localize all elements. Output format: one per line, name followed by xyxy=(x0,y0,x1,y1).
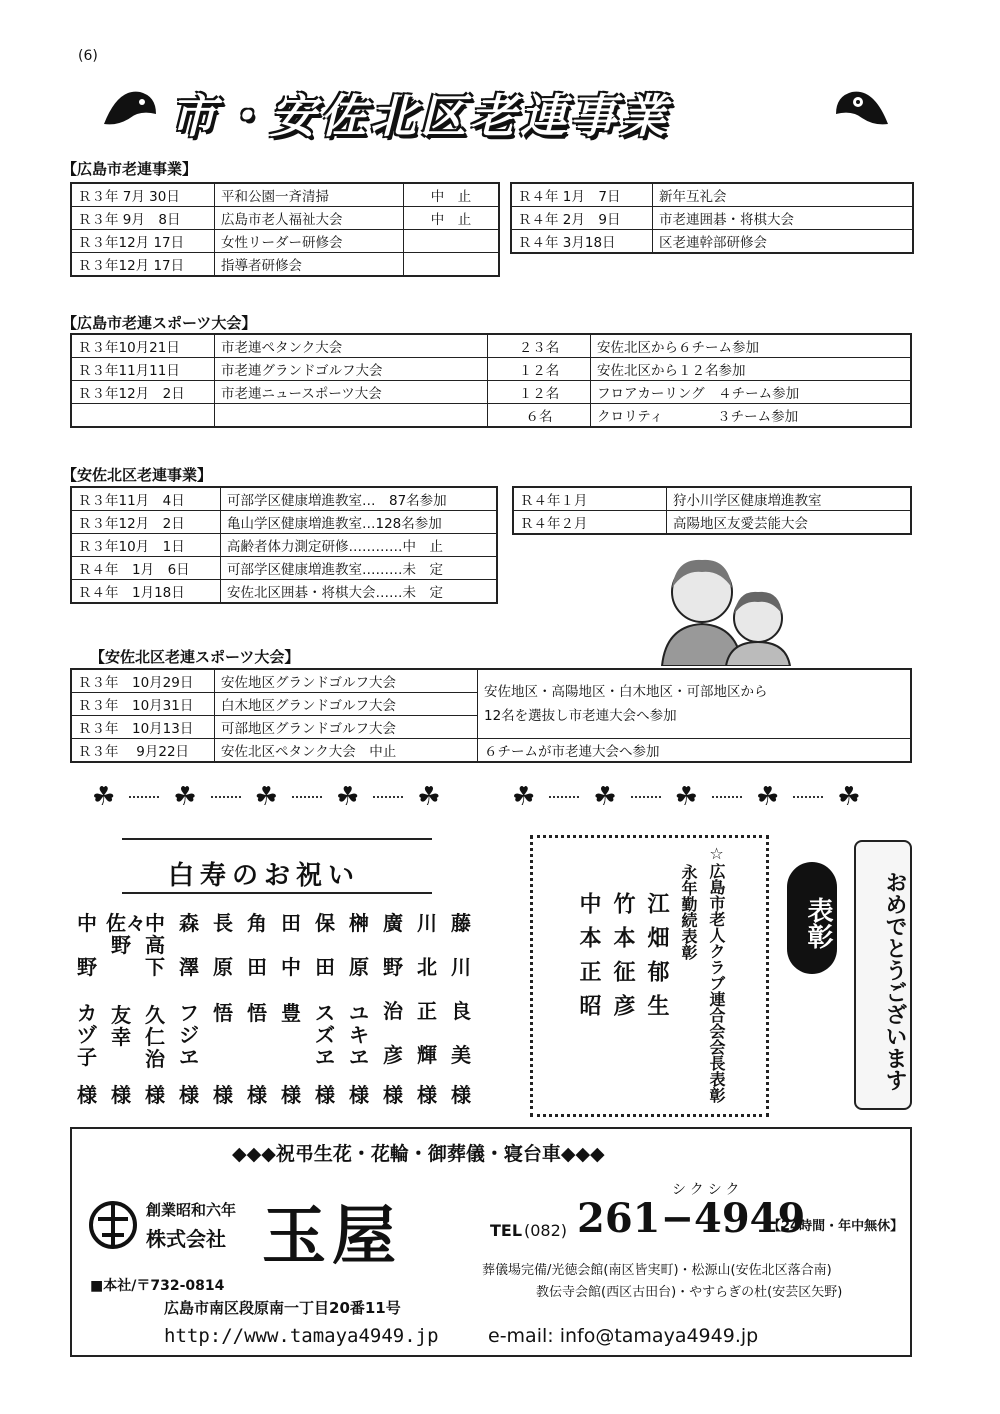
ad-company-name: 玉屋 xyxy=(262,1199,402,1274)
clover-icon: ☘ xyxy=(593,782,617,812)
hakuju-name-column xyxy=(344,912,374,1112)
hakuju-name-part: 原 xyxy=(349,955,369,979)
hakuju-name-part: カヅ子 xyxy=(77,1001,97,1069)
award-box xyxy=(530,835,769,1117)
section-heading-city-sports: 【広島市老連スポーツ大会】 xyxy=(62,314,257,332)
ward-events-table-right xyxy=(512,486,912,535)
section-heading-city-events: 【広島市老連事業】 xyxy=(62,160,198,178)
section-heading-ward-sports: 【安佐北区老連スポーツ大会】 xyxy=(90,648,300,666)
table-row: Ｒ３年12月 2日 亀山学区健康増進教室…128名参加 xyxy=(71,511,497,534)
table-row: Ｒ３年 10月29日 安佐地区グランドゴルフ大会 安佐地区・高陽地区・白木地区・可部地区から 12名を選抜し市老連大会へ参加 xyxy=(71,669,911,693)
hakuju-name-column xyxy=(446,912,476,1112)
table-row: Ｒ４年 1月18日 安佐北区囲碁・将棋大会……未 定 xyxy=(71,580,497,604)
table-row: Ｒ３年 10月13日 可部地区グランドゴルフ大会 xyxy=(71,716,911,739)
hakuju-name-column xyxy=(106,911,146,1112)
hakuju-name-column xyxy=(378,912,408,1112)
ward-sports-table xyxy=(70,668,912,763)
hakuju-name-part: 美 xyxy=(451,1043,471,1067)
table-row: Ｒ３年12月 17日 女性リーダー研修会 xyxy=(71,230,499,253)
divider xyxy=(122,838,432,840)
table-row: Ｒ３年10月 1日 高齢者体力測定研修…………中 止 xyxy=(71,534,497,557)
table-row: Ｒ３年10月21日 市老連ペタンク大会 ２３名 安佐北区から６チーム参加 xyxy=(71,334,911,358)
page-title: 市・安佐北区老連事業 xyxy=(170,89,670,143)
elderly-couple-illustration xyxy=(640,548,810,666)
city-sports-table xyxy=(70,333,912,428)
hakuju-name-part: 輝 xyxy=(417,1043,437,1067)
hakuju-name-column xyxy=(242,912,272,1112)
honorific-sama: 様 xyxy=(77,1083,97,1107)
award-name: 竹本征彦 xyxy=(610,892,635,1028)
award-badge: 表彰 xyxy=(787,862,837,974)
ad-area-code: (082) xyxy=(524,1221,568,1240)
hakuju-name-part: 友幸 xyxy=(111,1003,131,1049)
table-row: Ｒ４年１月 狩小川学区健康増進教室 xyxy=(513,487,911,511)
ad-tel-label: TEL xyxy=(490,1221,523,1240)
clover-icon: ☘ xyxy=(173,782,197,812)
hakuju-name-part: 川 xyxy=(417,911,437,935)
clover-divider-left xyxy=(92,784,441,810)
table-row: Ｒ４年 1月 6日 可部学区健康増進教室………未 定 xyxy=(71,557,497,580)
table-row: Ｒ３年12月 2日 市老連ニュースポーツ大会 １２名 フロアカーリング ４チーム参加 xyxy=(71,381,911,404)
hakuju-name-part: 榊 xyxy=(349,911,369,935)
table-row: Ｒ３年12月 17日 指導者研修会 xyxy=(71,253,499,277)
hakuju-name-part: 澤 xyxy=(179,955,199,979)
section-heading-ward-events: 【安佐北区老連事業】 xyxy=(62,466,213,484)
hakuju-name-column xyxy=(140,912,170,1112)
ad-company-type: 株式会社 xyxy=(146,1227,226,1251)
honorific-sama: 様 xyxy=(145,1083,165,1107)
hakuju-name-part: 田 xyxy=(315,955,335,979)
hakuju-name-part: 中高下 xyxy=(145,911,165,979)
city-events-table-right xyxy=(510,182,914,254)
hakuju-name-part: フジヱ xyxy=(179,1001,199,1069)
congratulations-scroll: おめでとうございます xyxy=(854,840,912,1110)
clover-icon: ☘ xyxy=(755,782,780,812)
hakuju-name-part: 良 xyxy=(451,999,471,1023)
award-name: 中本正昭 xyxy=(576,892,601,1028)
divider xyxy=(122,892,432,894)
ad-venues-1: 葬儀場完備/光徳会館(南区皆実町)・松源山(安佐北区落合南) xyxy=(482,1263,832,1278)
hakuju-name-part: 正 xyxy=(417,999,437,1023)
ward-sports-note-a2: 12名を選抜し市老連大会へ参加 xyxy=(484,708,677,724)
clover-icon: ☘ xyxy=(674,782,698,812)
hakuju-name-part: 北 xyxy=(417,955,437,979)
hakuju-name-part: 長 xyxy=(213,911,233,935)
hakuju-name-part: 豊 xyxy=(281,1001,301,1025)
hakuju-name-part: 田 xyxy=(281,911,301,935)
table-row: Ｒ４年２月 高陽地区友愛芸能大会 xyxy=(513,511,911,535)
ad-tel-ruby: シクシク xyxy=(672,1182,744,1198)
hakuju-name-column xyxy=(412,912,442,1112)
hakuju-name-part: 森 xyxy=(179,911,199,935)
hakuju-name-part: ユキヱ xyxy=(349,1001,369,1069)
honorific-sama: 様 xyxy=(247,1083,267,1107)
hakuju-name-part: 中 xyxy=(77,911,97,935)
honorific-sama: 様 xyxy=(281,1083,301,1107)
table-row: Ｒ３年11月 4日 可部学区健康増進教室… 87名参加 xyxy=(71,487,497,511)
honorific-sama: 様 xyxy=(179,1083,199,1107)
hakuju-name-part: 久仁治 xyxy=(145,1003,165,1071)
award-name: 江畑郁生 xyxy=(644,892,669,1028)
hakuju-name-part: 治 xyxy=(383,999,403,1023)
ad-address: 広島市南区段原南一丁目20番11号 xyxy=(164,1299,401,1317)
hakuju-name-part: 中 xyxy=(281,955,301,979)
hakuju-name-part: 角 xyxy=(247,911,267,935)
table-row: Ｒ３年 9月22日 安佐北区ペタンク大会 中止 ６チームが市老連大会へ参加 xyxy=(71,739,911,763)
ad-tagline: ◆◆◆祝弔生花・花輪・御葬儀・寝台車◆◆◆ xyxy=(232,1143,605,1165)
honorific-sama: 様 xyxy=(451,1083,471,1107)
page-number: (6) xyxy=(78,48,98,64)
ad-venues-2: 教伝寺会館(西区古田台)・やすらぎの杜(安芸区矢野) xyxy=(536,1285,843,1300)
hakuju-name-column xyxy=(208,912,238,1112)
hakuju-name-part: 田 xyxy=(247,955,267,979)
hakuju-name-column xyxy=(310,912,340,1112)
funeral-advertisement xyxy=(70,1127,912,1357)
ad-hours: 【24時間・年中無休】 xyxy=(768,1219,904,1234)
bird-icon-right xyxy=(832,84,892,130)
table-row: Ｒ３年 9月 8日 広島市老人福祉大会 中 止 xyxy=(71,207,499,230)
hakuju-title: 白寿のお祝い xyxy=(168,861,361,891)
ward-sports-note-a: 安佐地区・高陽地区・白木地区・可部地区から xyxy=(484,684,768,700)
table-row: Ｒ４年 2月 9日 市老連囲碁・将棋大会 xyxy=(511,207,913,230)
ad-founded: 創業昭和六年 xyxy=(146,1201,237,1219)
hakuju-name-part: 彦 xyxy=(383,1043,403,1067)
ad-hq-label: ■本社/〒732-0814 xyxy=(90,1278,225,1294)
clover-icon: ☘ xyxy=(512,782,536,812)
table-row: Ｒ３年11月11日 市老連グランドゴルフ大会 １２名 安佐北区から１２名参加 xyxy=(71,358,911,381)
table-row: ６名 クロリティ ３チーム参加 xyxy=(71,404,911,428)
hakuju-name-part: 悟 xyxy=(213,1001,233,1025)
hakuju-name-part: 藤 xyxy=(451,911,471,935)
honorific-sama: 様 xyxy=(315,1083,335,1107)
ad-tel-number: 261−4949 xyxy=(577,1195,806,1242)
table-row: Ｒ４年 3月18日 区老連幹部研修会 xyxy=(511,230,913,254)
hakuju-name-part: 保 xyxy=(315,911,335,935)
honorific-sama: 様 xyxy=(349,1083,369,1107)
city-events-table-left xyxy=(70,182,500,277)
clover-icon: ☘ xyxy=(254,782,278,812)
hakuju-name-part: スズヱ xyxy=(315,1001,335,1069)
honorific-sama: 様 xyxy=(111,1083,131,1107)
bird-icon-left xyxy=(100,84,160,130)
hakuju-name-column xyxy=(72,912,102,1112)
ad-email-link[interactable]: e-mail: info@tamaya4949.jp xyxy=(488,1325,759,1347)
award-caption-sub: 永年勤続表彰 xyxy=(679,864,698,960)
hakuju-name-part: 廣 xyxy=(383,911,403,935)
clover-icon: ☘ xyxy=(837,782,861,812)
clover-divider-right xyxy=(512,784,861,810)
clover-icon: ☘ xyxy=(335,782,360,812)
ward-events-table-left xyxy=(70,486,498,604)
ad-website-link[interactable]: http://www.tamaya4949.jp xyxy=(164,1325,439,1347)
hakuju-name-column xyxy=(174,912,204,1112)
hakuju-name-list xyxy=(72,912,492,1112)
hakuju-name-part: 悟 xyxy=(247,1001,267,1025)
hakuju-name-part: 川 xyxy=(451,955,471,979)
clover-icon: ☘ xyxy=(92,782,116,812)
hakuju-name-part: 佐々野 xyxy=(106,911,146,957)
company-logo-icon xyxy=(88,1197,138,1253)
table-row: Ｒ３年 7月 30日 平和公園一斉清掃 中 止 xyxy=(71,183,499,207)
hakuju-name-part: 野 xyxy=(77,955,97,979)
honorific-sama: 様 xyxy=(417,1083,437,1107)
award-caption-main: ☆広島市老人クラブ連合会会長表彰 xyxy=(707,844,726,1103)
table-row: Ｒ３年 10月31日 白木地区グランドゴルフ大会 xyxy=(71,693,911,716)
honorific-sama: 様 xyxy=(383,1083,403,1107)
hakuju-name-column xyxy=(276,912,306,1112)
honorific-sama: 様 xyxy=(213,1083,233,1107)
table-row: Ｒ４年 1月 7日 新年互礼会 xyxy=(511,183,913,207)
clover-icon: ☘ xyxy=(417,782,441,812)
hakuju-name-part: 野 xyxy=(383,955,403,979)
hakuju-name-part: 原 xyxy=(213,955,233,979)
